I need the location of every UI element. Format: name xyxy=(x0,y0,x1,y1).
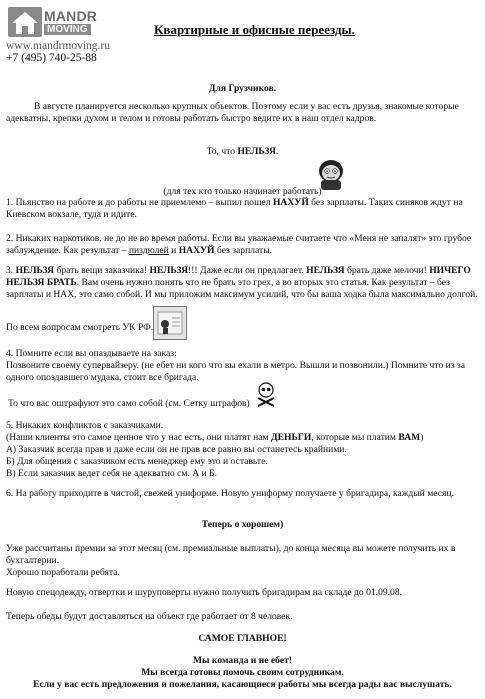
main-heading: САМОЕ ГЛАВНОЕ! xyxy=(198,633,287,644)
good-paragraph-1b: Хорошо поработали ребята. xyxy=(6,567,120,578)
logo-text-top: MANDR xyxy=(44,8,98,24)
good-paragraph-2: Новую спецодежду, отвертки и шуруповерты нужно получить бригадирам на складе до 01.09.08. xyxy=(6,587,403,598)
intro-text: В августе планируется несколько крупных объектов. Поэтому если у вас есть друзья, знакомые которые адекватны, крепки духом и телом и готовы работать быстро ведите их в наш отдел кадров. xyxy=(6,101,459,124)
rule-3-number: 3. xyxy=(6,265,16,276)
company-logo xyxy=(8,6,116,40)
heading-prefix: То, что xyxy=(206,146,238,157)
rule-1-text: 1. Пьянство на работе и до работы не приемлемо – выпил пошел xyxy=(6,197,273,208)
phone-number: +7 (495) 740-25-88 xyxy=(6,52,97,64)
rule-5-line1 xyxy=(6,432,476,444)
skull-crossbones-icon xyxy=(256,382,276,413)
rule-2-text-end: без зарплаты. xyxy=(214,244,273,256)
main-line-1: Мы команда и не ебет! xyxy=(192,655,292,666)
fine-note: То что вас оштрафуют это само собой (см. Сетку штрафов) xyxy=(8,398,250,409)
rule-2-mid: и xyxy=(168,244,179,256)
rule-4-text: Позвоните своему супервайзеру. (не ебет ни кого что вы ехали в метро. Вышли и позвонили.) Помните что из за одного опоздавшего мудака, стоит все бригада. xyxy=(6,360,466,383)
law-book-icon xyxy=(153,306,187,345)
rule-3-bold-d: НИЧЕГО НЕЛЬЗЯ БРАТЬ xyxy=(6,265,471,288)
website-url: www.mandrmoving.ru xyxy=(6,40,111,52)
rule-5-bold-you: ВАМ xyxy=(398,432,421,443)
rule-5-title: 5. Никаких конфликтов с заказчиками. xyxy=(6,420,164,431)
main-line-2: Мы всегда готовы помочь своим сотрудникам. xyxy=(141,667,344,678)
house-logo-icon xyxy=(8,7,42,37)
rule-2-underlined: пиздюлей xyxy=(128,244,169,256)
rule-3-text-c: брать даже мелочи! xyxy=(344,265,430,276)
rule-5-line1-text: (Наши клиенты это самое ценное что у нас есть, они платят нам xyxy=(6,432,271,443)
rule-2-text: 2. Никаких наркотиков, не до не во время работы. Если вы уважаемые считаете что «Меня не запалят» это грубое заблуждение. Как результат – xyxy=(6,233,472,256)
rule-3-text-rest: . Вам очень нужно понять что не брать это грех, а во вторых это статья. Как результат – без зарплаты и НАХ, это само собой. И мы приложим максимум усилий, что бы ваша ходка была максимально долгой. xyxy=(6,276,478,300)
rule-2-bold: НАХУЙ xyxy=(178,244,215,256)
rule-3-bold-c: НЕЛЬЗЯ xyxy=(306,265,345,276)
rule-1-bold: НАХУЙ xyxy=(272,197,309,208)
logo-text-bottom: MOVING xyxy=(44,24,91,35)
rule-2 xyxy=(6,233,476,257)
rule-5-bold-money: ДЕНЬГИ xyxy=(270,432,312,443)
rule-1-text-end: без зарплаты. Таких синяков ждут на Киевском вокзале, туда и идите. xyxy=(6,197,463,220)
rule-5-b: Б) Для общения с заказчиком есть менеджер ему это и оставьте. xyxy=(6,456,268,467)
rule-5-a: А) Заказчик всегда прав и даже если он не прав все равно вы останетесь крайними. xyxy=(6,444,347,455)
heading-bold: НЕЛЬЗЯ xyxy=(237,146,276,157)
rule-3-bold-a: НЕЛЬЗЯ xyxy=(15,265,55,276)
forbidden-note: (для тех кто только начинает работать) xyxy=(163,186,322,197)
forbidden-heading xyxy=(0,146,485,158)
rule-4-title: 4. Помните если вы опаздываете на заказ: xyxy=(6,348,177,359)
rule-3 xyxy=(6,265,478,300)
rule-3-text-b: !!! Даже если он предлагает. xyxy=(188,265,307,276)
rule-3-bold-b: НЕЛЬЗЯ xyxy=(149,265,189,276)
main-line-3: Если у вас есть предложения и пожелания, касающиеся работы мы всегда рады вас выслушать. xyxy=(33,679,452,690)
intro-heading: Для Грузчиков. xyxy=(208,83,277,94)
rule-5-c: В) Если заказчик ведет себя не адекватно см. А и Б. xyxy=(6,468,217,479)
good-paragraph-3: Теперь обеды будут доставляться на объект где работает от 8 человек. xyxy=(6,611,293,622)
page-title: Квартирные и офисные переезды. xyxy=(154,22,355,37)
heading-suffix: . xyxy=(275,146,279,157)
good-heading: Теперь о хорошем) xyxy=(201,519,284,530)
good-paragraph-1: Уже рассчитаны премии за этот месяц (см. премиальные выплаты), до конца месяца вы можете получить их в бухгалтерии. xyxy=(6,543,456,566)
rule-6: 6. На работу приходите в чистой, свежей униформе. Новую униформу получаете у бригадира, каждый месяц. xyxy=(6,488,454,499)
law-note: По всем вопросам смотреть УК РФ. xyxy=(6,322,154,333)
rule-5-line1-end: ) xyxy=(420,432,424,443)
rule-1 xyxy=(6,197,476,221)
rule-3-text-a: брать вещи заказчика! xyxy=(54,265,150,276)
rule-5-line1-mid: , которые мы платим xyxy=(311,432,399,443)
